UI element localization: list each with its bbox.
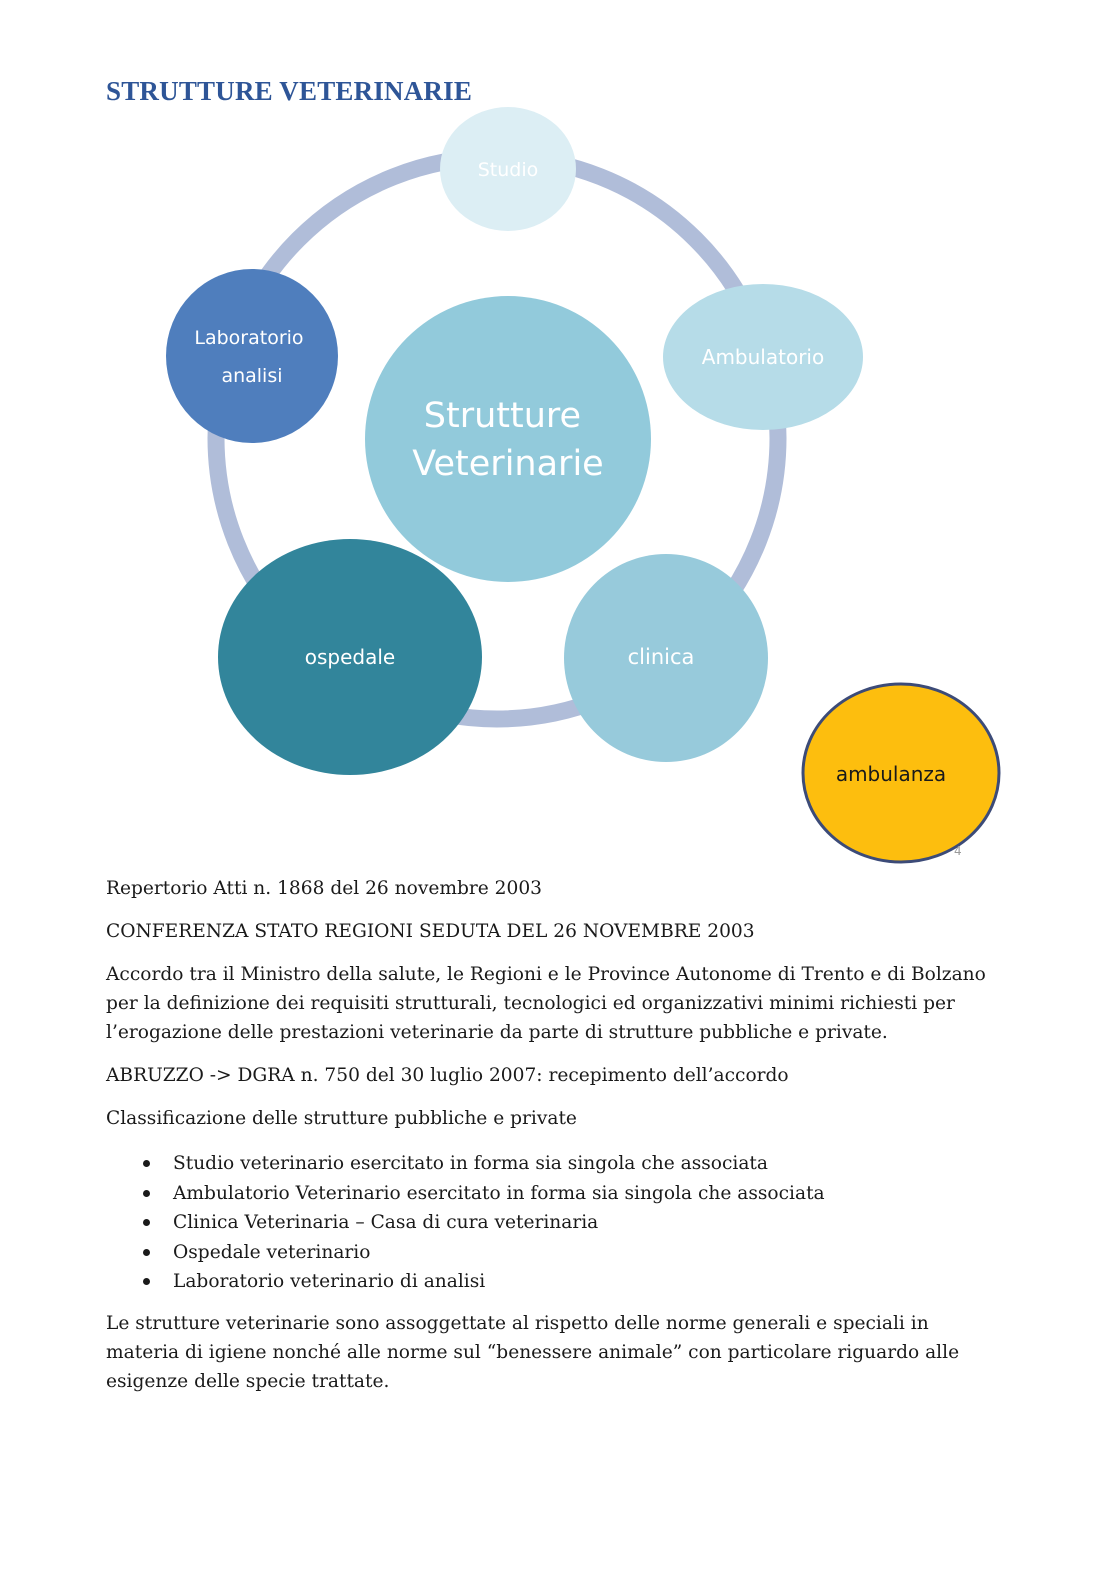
list-item-text: Clinica Veterinaria – Casa di cura veterinaria bbox=[173, 1212, 599, 1233]
bullet-icon bbox=[143, 1249, 150, 1256]
closing-line: esigenze delle specie trattate. bbox=[106, 1371, 390, 1392]
accordo-line: per la definizione dei requisiti strutturali, tecnologici ed organizzativi minimi richiesti per bbox=[106, 993, 955, 1014]
accordo-line: l’erogazione delle prestazioni veterinarie da parte di strutture pubbliche e private. bbox=[106, 1022, 888, 1043]
bullet-icon bbox=[143, 1219, 150, 1226]
list-item-text: Studio veterinario esercitato in forma sia singola che associata bbox=[173, 1153, 768, 1174]
conferenza-line: CONFERENZA STATO REGIONI SEDUTA DEL 26 NOVEMBRE 2003 bbox=[106, 921, 755, 942]
list-item bbox=[106, 1208, 825, 1238]
list-item bbox=[106, 1149, 825, 1179]
page-number: 4 bbox=[954, 844, 962, 858]
bullet-icon bbox=[143, 1278, 150, 1285]
node-laboratorio bbox=[166, 269, 338, 443]
closing-line: Le strutture veterinarie sono assoggettate al rispetto delle norme generali e speciali in bbox=[106, 1313, 929, 1334]
abruzzo-line: ABRUZZO -> DGRA n. 750 del 30 luglio 2007: recepimento dell’accordo bbox=[106, 1065, 789, 1086]
center-node-label: Strutture Veterinarie bbox=[412, 396, 604, 484]
list-item-text: Ambulatorio Veterinario esercitato in forma sia singola che associata bbox=[173, 1182, 825, 1204]
classificazione-line: Classificazione delle strutture pubbliche e private bbox=[106, 1108, 577, 1129]
bullet-icon bbox=[143, 1190, 150, 1197]
accordo-paragraph bbox=[106, 960, 986, 1047]
list-item bbox=[106, 1267, 825, 1297]
list-item-text: Ospedale veterinario bbox=[173, 1241, 371, 1263]
classification-list bbox=[106, 1149, 825, 1297]
node-clinica-label: clinica bbox=[627, 645, 695, 669]
node-ambulatorio-label: Ambulatorio bbox=[701, 345, 825, 369]
closing-line: materia di igiene nonché alle norme sul “benessere animale” con particolare riguardo alle bbox=[106, 1342, 960, 1363]
bullet-icon bbox=[143, 1160, 150, 1167]
repertorio-line: Repertorio Atti n. 1868 del 26 novembre 2003 bbox=[106, 878, 542, 899]
node-ospedale-label: ospedale bbox=[304, 645, 396, 669]
center-node bbox=[365, 296, 651, 582]
list-item-text: Laboratorio veterinario di analisi bbox=[173, 1271, 486, 1292]
node-ambulanza-label: ambulanza bbox=[835, 762, 947, 786]
list-item bbox=[106, 1238, 825, 1268]
page-title: STRUTTURE VETERINARIE bbox=[106, 76, 473, 106]
node-studio-label: Studio bbox=[477, 159, 539, 181]
node-laboratorio-label: Laboratorio analisi bbox=[194, 327, 304, 387]
list-item bbox=[106, 1179, 825, 1209]
accordo-line: Accordo tra il Ministro della salute, le Regioni e le Province Autonome di Trento e di Bolzano bbox=[106, 964, 986, 985]
closing-paragraph bbox=[106, 1309, 986, 1396]
